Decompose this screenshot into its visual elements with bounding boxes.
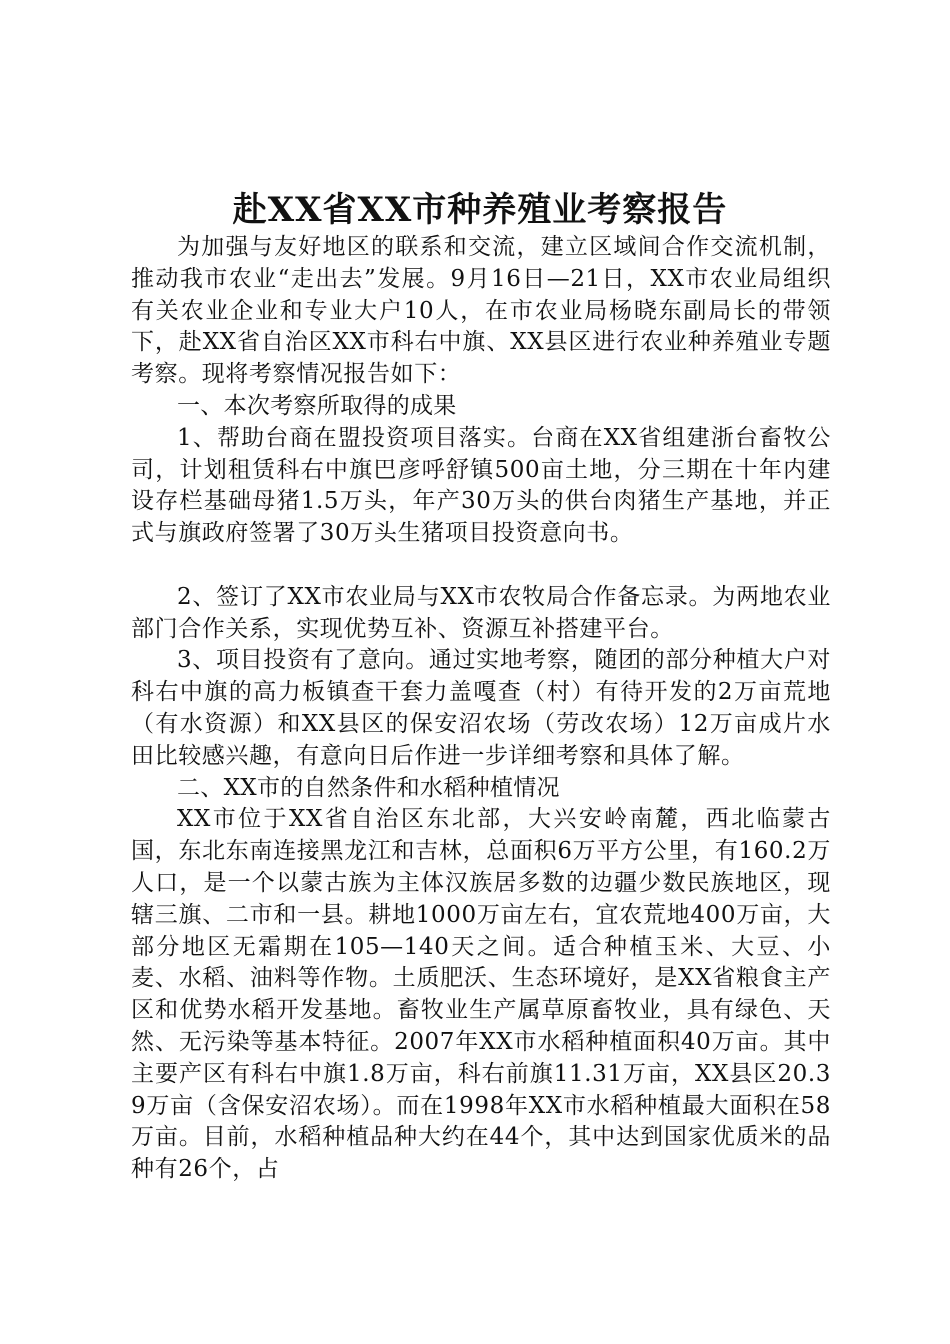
intro-paragraph: 为加强与友好地区的联系和交流，建立区域间合作交流机制，推动我市农业“走出去”发展。9月16日—21日，XX市农业局组织有关农业企业和专业大户10人，在市农业局杨晓东副局长的带领下，赴XX省自治区XX市科右中旗、XX县区进行农业种养殖业专题考察。现将考察情况报告如下： [131,234,831,388]
section-heading-natural-conditions: 二、XX市的自然条件和水稻种植情况 [177,774,560,801]
paragraph-spacer [131,550,831,582]
achievement-item-2: 2、签订了XX市农业局与XX市农牧局合作备忘录。为两地农业部门合作关系，实现优势互补、资源互补搭建平台。 [131,583,831,642]
section-heading-achievements: 一、本次考察所取得的成果 [177,392,457,419]
achievement-item-1: 1、帮助台商在盟投资项目落实。台商在XX省组建浙台畜牧公司，计划租赁科右中旗巴彦呼舒镇500亩土地，分三期在十年内建设存栏基础母猪1.5万头，年产30万头的供台肉猪生产基地，并正式与旗政府签署了30万头生猪项目投资意向书。 [131,424,831,547]
document-title: 赴XX省XX市种养殖业考察报告 [232,190,728,230]
document-body [131,232,831,1186]
achievement-item-3: 3、项目投资有了意向。通过实地考察，随团的部分种植大户对科右中旗的高力板镇查干套力盖嘎查（村）有待开发的2万亩荒地（有水资源）和XX县区的保安沼农场（劳改农场）12万亩成片水田比较感兴趣，有意向日后作进一步详细考察和具体了解。 [131,647,831,769]
natural-conditions-paragraph: XX市位于XX省自治区东北部，大兴安岭南麓，西北临蒙古国，东北东南连接黑龙江和吉林，总面积6万平方公里，有160.2万人口，是一个以蒙古族为主体汉族居多数的边疆少数民族地区，现辖三旗、二市和一县。耕地1000万亩左右，宜农荒地400万亩，大部分地区无霜期在105—140天之间。适合种植玉米、大豆、小麦、水稻、油料等作物。土质肥沃、生态环境好，是XX省粮食主产区和优势水稻开发基地。畜牧业生产属草原畜牧业，具有绿色、天然、无污染等基本特征。2007年XX市水稻种植面积40万亩。其中主要产区有科右中旗1.8万亩，科右前旗11.31万亩，XX县区20.39万亩（含保安沼农场）。而在1998年XX市水稻种植最大面积在58万亩。目前，水稻种植品种大约在44个，其中达到国家优质米的品种有26个，占 [131,806,831,1183]
